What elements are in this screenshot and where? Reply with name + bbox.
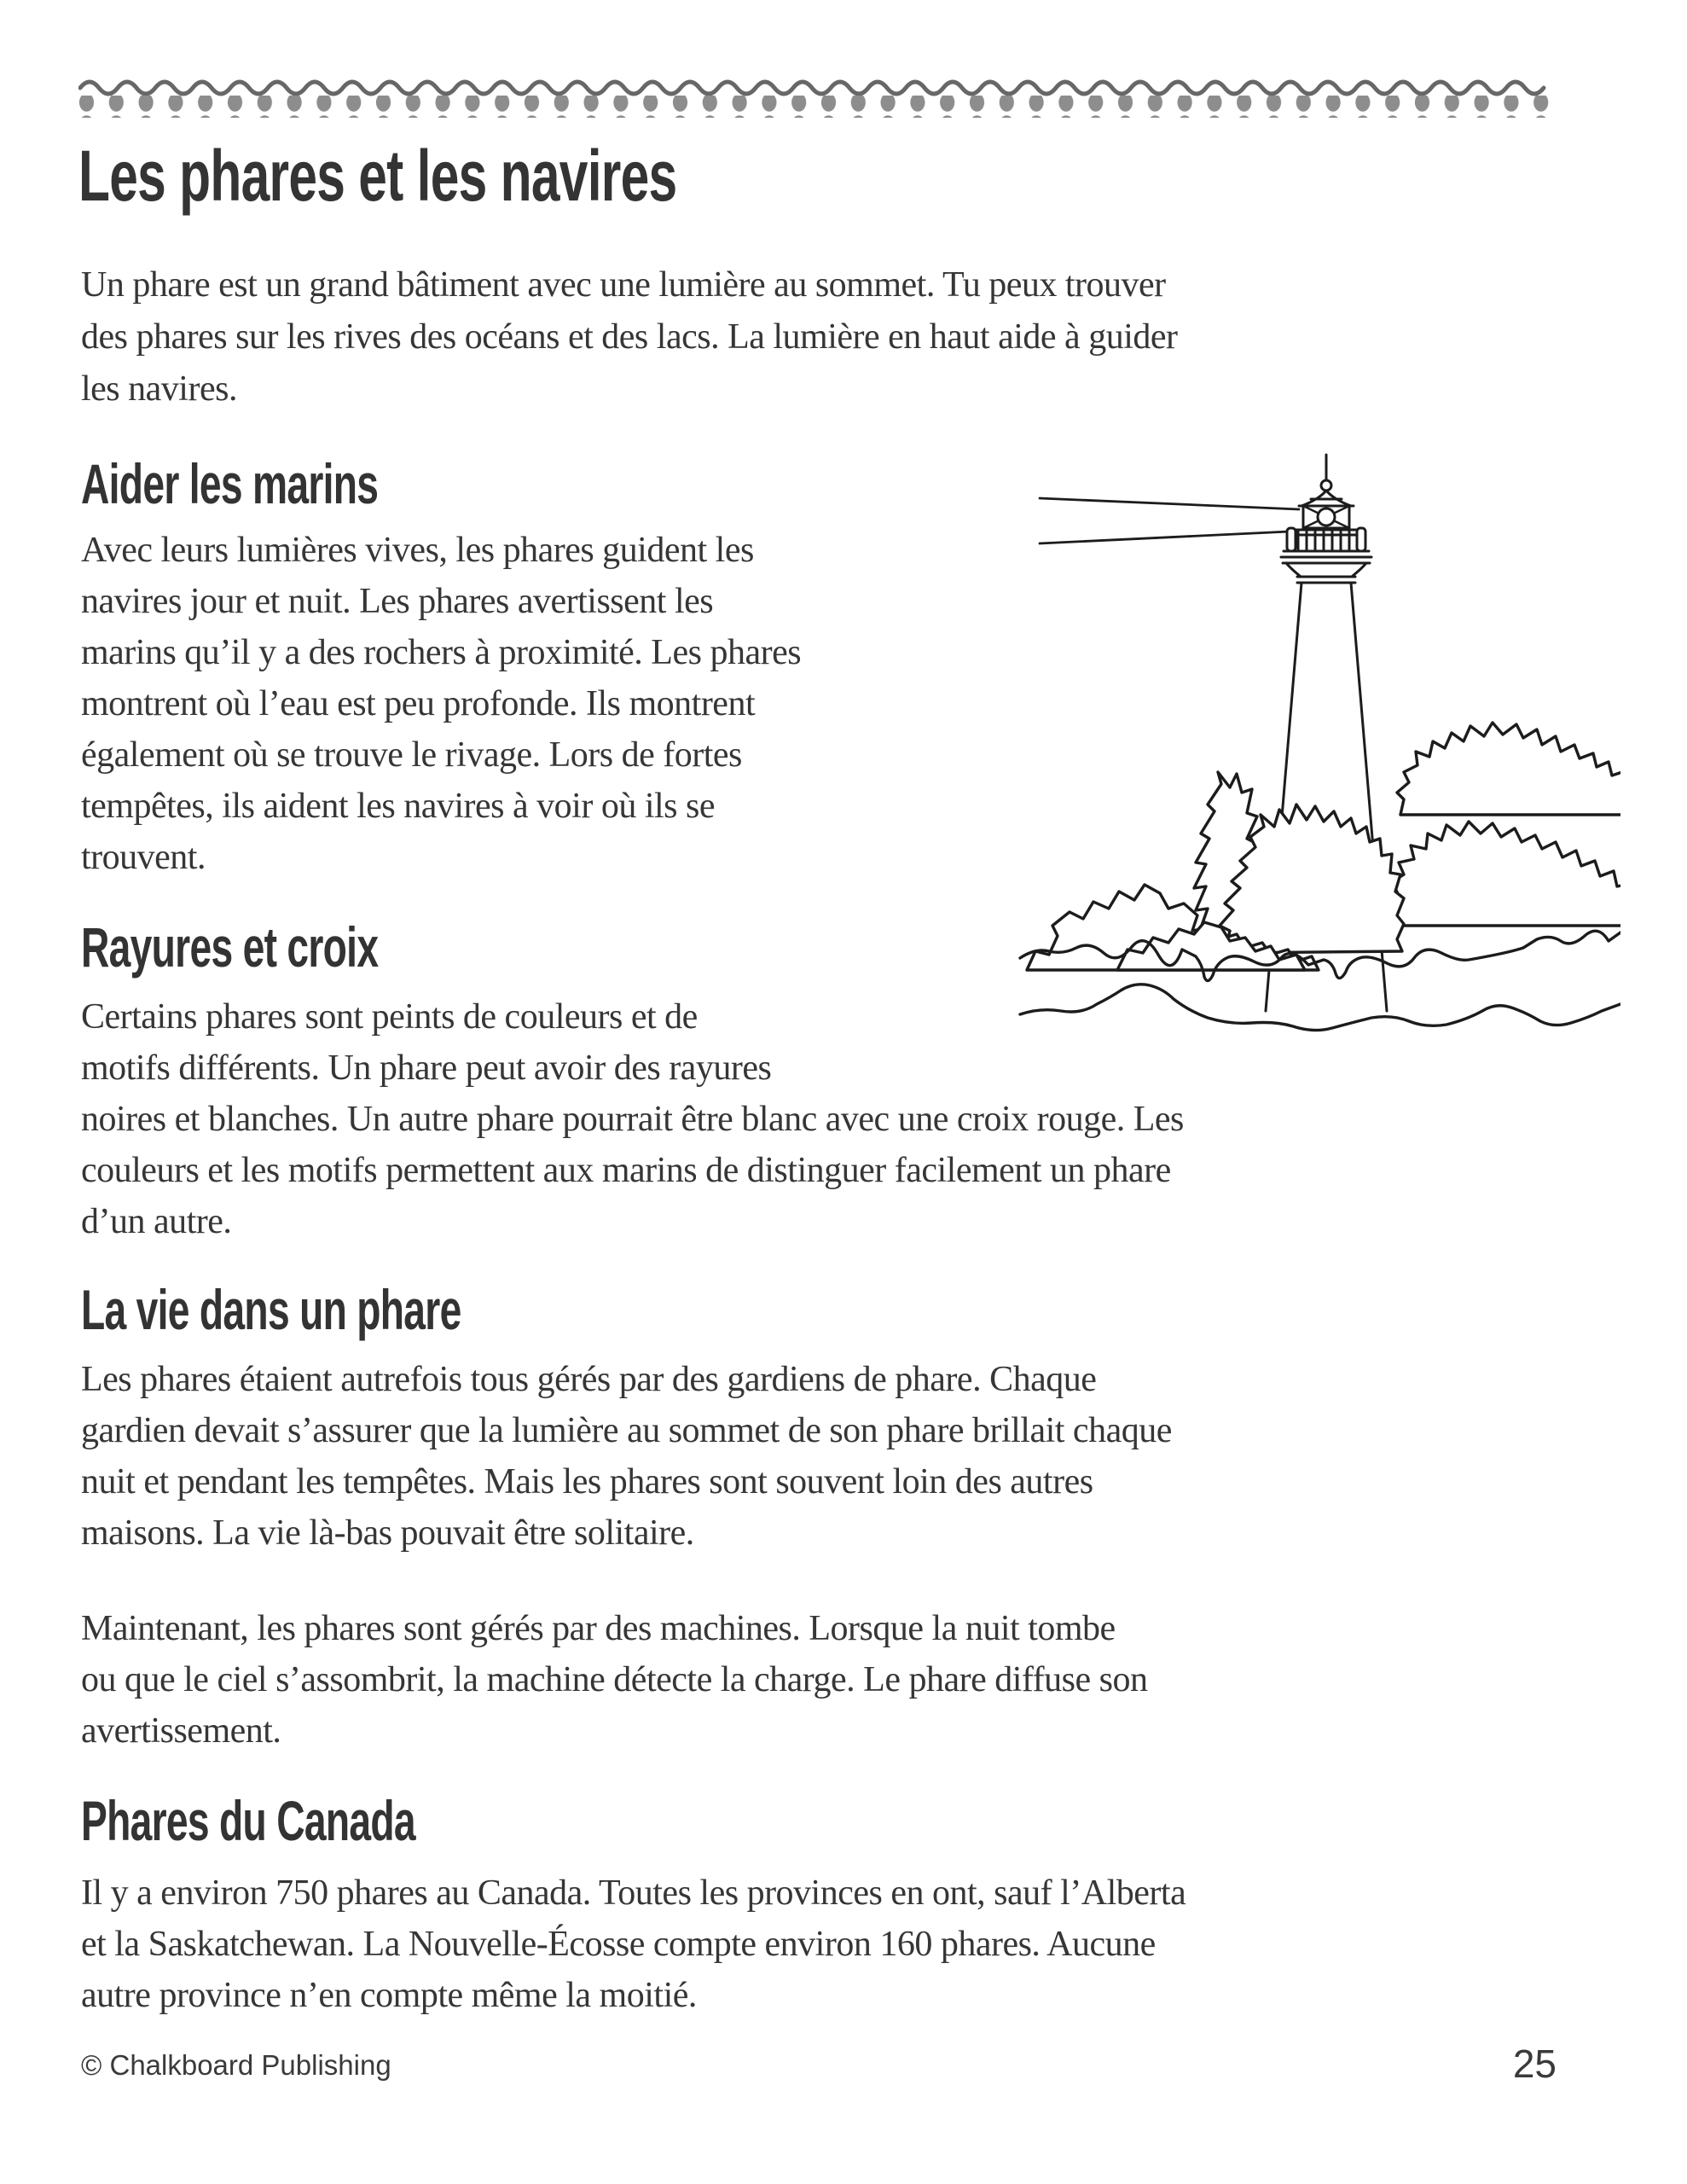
decorative-border bbox=[78, 47, 1562, 124]
text-line: marins qu’il y a des rochers à proximité. Les phares bbox=[81, 633, 802, 672]
page-title: Les phares et les navires bbox=[78, 136, 677, 216]
rocks-bushes-icon bbox=[1027, 723, 1620, 970]
light-beams-icon bbox=[1040, 498, 1299, 543]
section-heading: Aider les marins bbox=[81, 452, 379, 515]
text-line: ou que le ciel s’assombrit, la machine détecte la charge. Le phare diffuse son bbox=[81, 1660, 1148, 1699]
text-line: Maintenant, les phares sont gérés par des machines. Lorsque la nuit tombe bbox=[81, 1609, 1116, 1648]
section-heading: La vie dans un phare bbox=[81, 1278, 461, 1341]
text-line: gardien devait s’assurer que la lumière au sommet de son phare brillait chaque bbox=[81, 1411, 1172, 1450]
section-paragraph bbox=[81, 1603, 1147, 1757]
wavy-line bbox=[80, 82, 1544, 94]
section-heading: Phares du Canada bbox=[81, 1789, 415, 1852]
text-line: montrent où l’eau est peu profonde. Ils montrent bbox=[81, 684, 756, 723]
section-paragraph bbox=[81, 525, 801, 883]
text-line: et la Saskatchewan. La Nouvelle-Écosse compte environ 160 phares. Aucune bbox=[81, 1925, 1156, 1964]
text-line: couleurs et les motifs permettent aux marins de distinguer facilement un phare bbox=[81, 1151, 1171, 1190]
text-line: Les phares étaient autrefois tous gérés par des gardiens de phare. Chaque bbox=[81, 1360, 1097, 1399]
bush-right-mid bbox=[1387, 822, 1620, 926]
text-line: nuit et pendant les tempêtes. Mais les phares sont souvent loin des autres bbox=[81, 1462, 1093, 1502]
page-number: 25 bbox=[1512, 2042, 1557, 2086]
text-line: navires jour et nuit. Les phares avertissent les bbox=[81, 582, 714, 621]
text-line: maisons. La vie là-bas pouvait être solitaire. bbox=[81, 1513, 694, 1553]
text-line: noires et blanches. Un autre phare pourrait être blanc avec une croix rouge. Les bbox=[81, 1100, 1184, 1139]
text-line: Certains phares sont peints de couleurs et de bbox=[81, 997, 698, 1037]
text-line: autre province n’en compte même la moitié. bbox=[81, 1976, 697, 2015]
text-line: Il y a environ 750 phares au Canada. Toutes les provinces en ont, sauf l’Alberta bbox=[81, 1873, 1186, 1913]
text-line: également où se trouve le rivage. Lors de fortes bbox=[81, 735, 742, 775]
bush-right-top bbox=[1397, 723, 1620, 815]
text-line: Un phare est un grand bâtiment avec une lumière au sommet. Tu peux trouver bbox=[81, 265, 1166, 305]
text-line: trouvent. bbox=[81, 838, 206, 877]
text-line: Avec leurs lumières vives, les phares guident les bbox=[81, 531, 754, 570]
section-paragraph bbox=[81, 991, 1184, 1247]
section-paragraph bbox=[81, 1867, 1186, 2021]
footer-copyright: © Chalkboard Publishing bbox=[81, 2049, 391, 2081]
text-line: les navires. bbox=[81, 369, 237, 409]
text-line: tempêtes, ils aident les navires à voir où ils se bbox=[81, 787, 715, 826]
intro-paragraph bbox=[81, 259, 1178, 415]
text-line: des phares sur les rives des océans et des lacs. La lumière en haut aide à guider bbox=[81, 317, 1178, 357]
text-line: d’un autre. bbox=[81, 1202, 232, 1241]
text-line: avertissement. bbox=[81, 1711, 281, 1751]
section-heading: Rayures et croix bbox=[81, 915, 379, 979]
section-paragraph bbox=[81, 1354, 1172, 1559]
dots-row bbox=[78, 96, 1559, 118]
text-line: motifs différents. Un phare peut avoir des rayures bbox=[81, 1048, 772, 1088]
